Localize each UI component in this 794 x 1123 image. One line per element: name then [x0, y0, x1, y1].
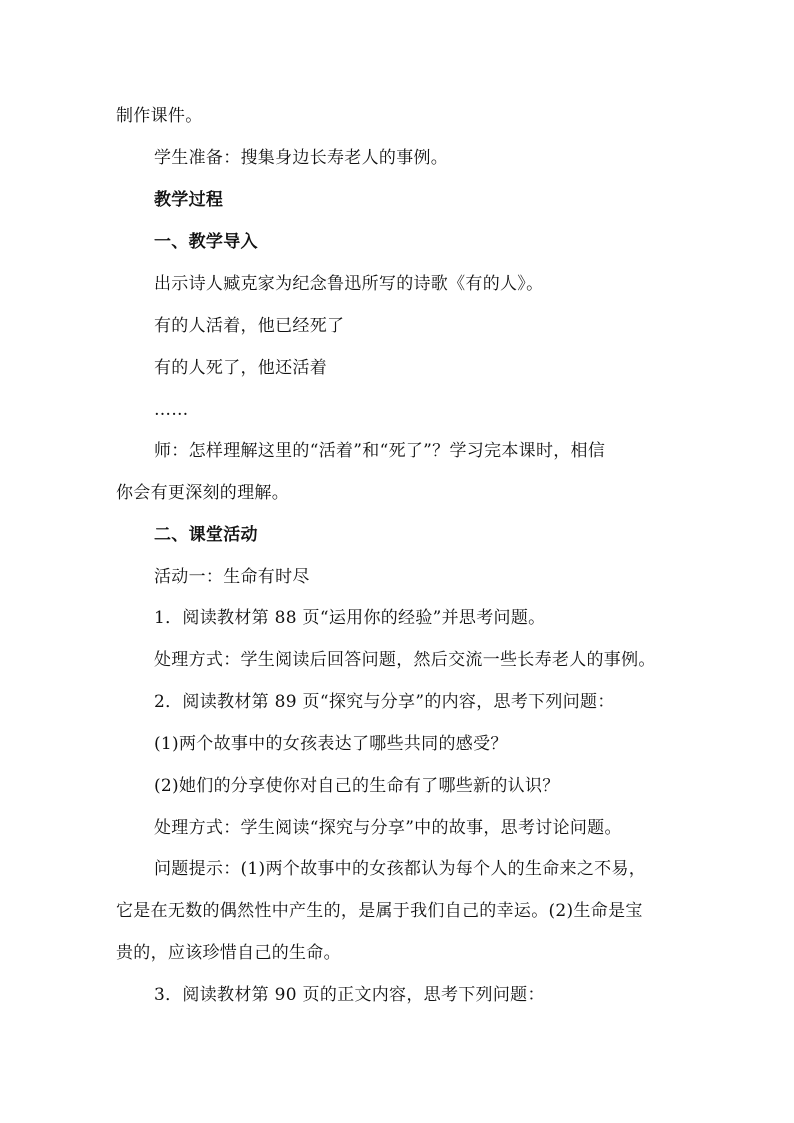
text-line: 处理方式：学生阅读后回答问题，然后交流一些长寿老人的事例。 — [154, 650, 656, 670]
question-line: (2)她们的分享使你对自己的生命有了哪些新的认识？ — [154, 776, 560, 796]
activity-title: 活动一：生命有时尽 — [154, 567, 310, 587]
text-line: 制作课件。 — [116, 106, 203, 126]
text-line: 学生准备：搜集身边长寿老人的事例。 — [154, 148, 449, 168]
text-line: 出示诗人臧克家为纪念鲁迅所写的诗歌《有的人》。 — [154, 274, 544, 294]
poem-line: 有的人死了，他还活着 — [154, 358, 327, 378]
text-line: 师：怎样理解这里的“活着”和“死了”？学习完本课时，相信 — [154, 441, 606, 461]
text-line: 它是在无数的偶然性中产生的，是属于我们自己的幸运。(2)生命是宝 — [116, 901, 643, 921]
section-heading: 教学过程 — [154, 190, 224, 210]
section-heading: 二、课堂活动 — [154, 525, 258, 545]
text-line: 问题提示：(1)两个故事中的女孩都认为每个人的生命来之不易， — [154, 859, 647, 879]
text-line: 你会有更深刻的理解。 — [116, 483, 289, 503]
ellipsis-line: …… — [154, 400, 189, 420]
poem-line: 有的人活着，他已经死了 — [154, 316, 345, 336]
text-line: 贵的，应该珍惜自己的生命。 — [116, 943, 341, 963]
text-line: 2．阅读教材第 89 页“探究与分享”的内容，思考下列问题： — [154, 692, 615, 712]
question-line: (1)两个故事中的女孩表达了哪些共同的感受？ — [154, 734, 508, 754]
text-line: 处理方式：学生阅读“探究与分享”中的故事，思考讨论问题。 — [154, 818, 622, 838]
text-line: 3．阅读教材第 90 页的正文内容，思考下列问题： — [154, 985, 545, 1005]
text-line: 1．阅读教材第 88 页“运用你的经验”并思考问题。 — [154, 608, 546, 628]
section-heading: 一、教学导入 — [154, 232, 258, 252]
